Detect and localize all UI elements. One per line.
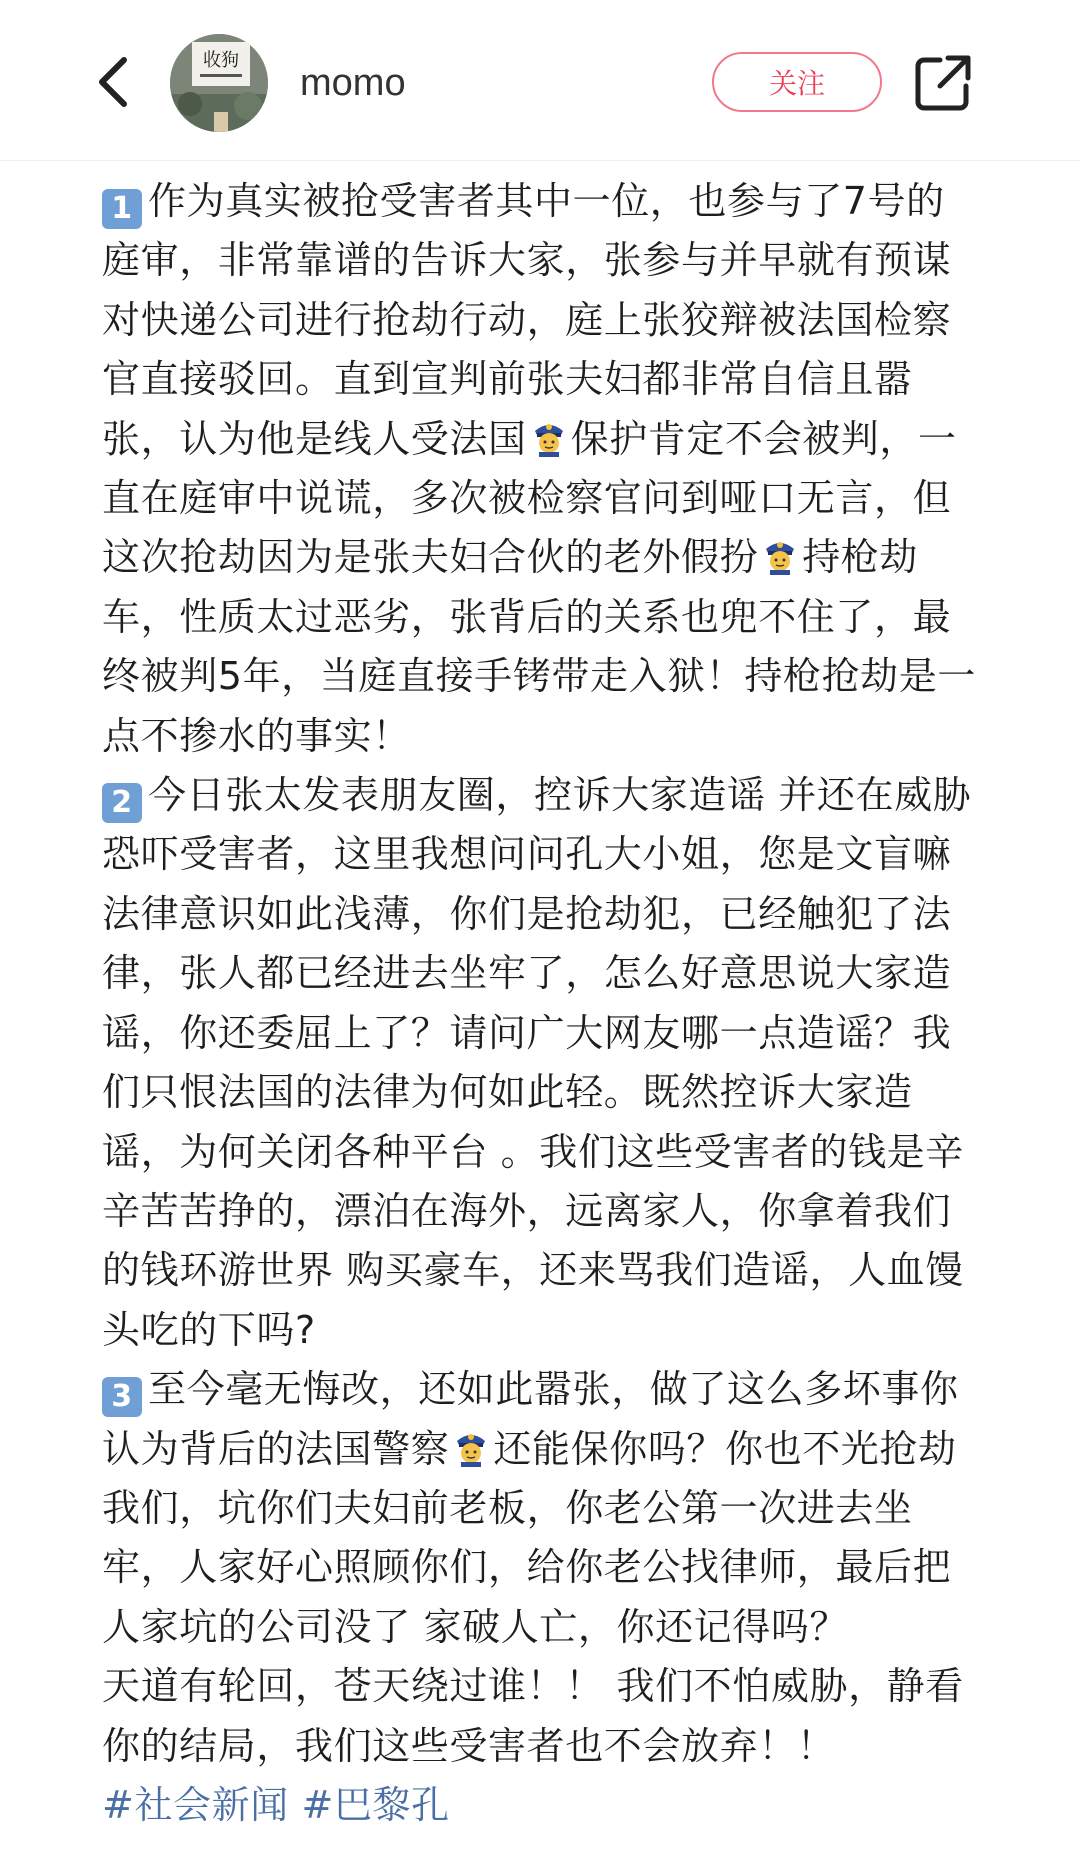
paragraph-text: 保护肯定不会被判，一直在庭审中说谎，多次被检察官问到哑口无言，但这次抢劫因为是张夫妇合伙的老外假扮: [102, 416, 957, 580]
paragraph-text: 还能保你吗？你也不光抢劫 我们，坑你们夫妇前老板，你老公第一次进去坐牢，人家好心照顾你们，给你老公找律师，最后把人家坑的公司没了 家破人亡，你还记得吗？: [102, 1426, 957, 1649]
post-paragraph-3: [102, 1360, 982, 1657]
paragraph-text: 今日张太发表朋友圈，控诉大家造谣 并还在威胁恐吓受害者，这里我想问问孔大小姐，您是文盲嘛 法律意识如此浅薄，你们是抢劫犯，已经触犯了法律，张人都已经进去坐牢了，怎么好意思说大家造谣，你还委屈上了？请问广大网友哪一点造谣？我们只恨法国的法律为何如此轻。既然控诉大家造谣，为何关闭各种平台 。我们这些受害者的钱是辛辛苦苦挣的，漂泊在海外，远离家人，你拿着我们的钱环游世界 购买豪车，还来骂我们造谣，人血馒头吃的下吗?: [102, 773, 972, 1352]
police-officer-emoji-icon: [451, 1427, 491, 1467]
share-icon: [912, 52, 974, 114]
keycap-number-icon: 2: [102, 783, 142, 823]
avatar[interactable]: [170, 34, 268, 132]
post-paragraph-4: 天道有轮回，苍天绕过谁！！ 我们不怕威胁，静看你的结局，我们这些受害者也不会放弃！！: [102, 1664, 964, 1768]
username[interactable]: momo: [300, 62, 406, 104]
keycap-number-icon: 3: [102, 1377, 142, 1417]
police-officer-emoji-icon: [760, 535, 800, 575]
paragraph-text: 至今毫无悔改，还如此嚣张，做了这么多坏事你认为背后的法国警察: [102, 1367, 959, 1471]
avatar-sign-text: 收狗: [203, 50, 239, 71]
post-paragraph-1: [102, 172, 982, 766]
hashtag-links[interactable]: #社会新闻 #巴黎孔: [102, 1782, 450, 1827]
keycap-number-icon: 1: [102, 189, 142, 229]
post-paragraph-2: [102, 766, 982, 1360]
back-button[interactable]: [82, 50, 146, 114]
paragraph-text: 作为真实被抢受害者其中一位，也参与了7号的庭审，非常靠谱的告诉大家，张参与并早就有预谋对快递公司进行抢劫行动，庭上张狡辩被法国检察官直接驳回。直到宣判前张夫妇都非常自信且嚣张，认为他是线人受法国: [102, 179, 952, 461]
police-officer-emoji-icon: [529, 417, 569, 457]
share-button[interactable]: [912, 52, 974, 114]
chevron-left-icon: [94, 54, 134, 110]
follow-button[interactable]: 关注: [712, 52, 882, 112]
top-bar: [0, 0, 1080, 161]
post-body: [102, 172, 982, 1835]
paragraph-text: 持枪劫车，性质太过恶劣，张背后的关系也兜不住了，最终被判5年，当庭直接手铐带走入狱！持枪抢劫是一点不掺水的事实！: [102, 535, 976, 758]
